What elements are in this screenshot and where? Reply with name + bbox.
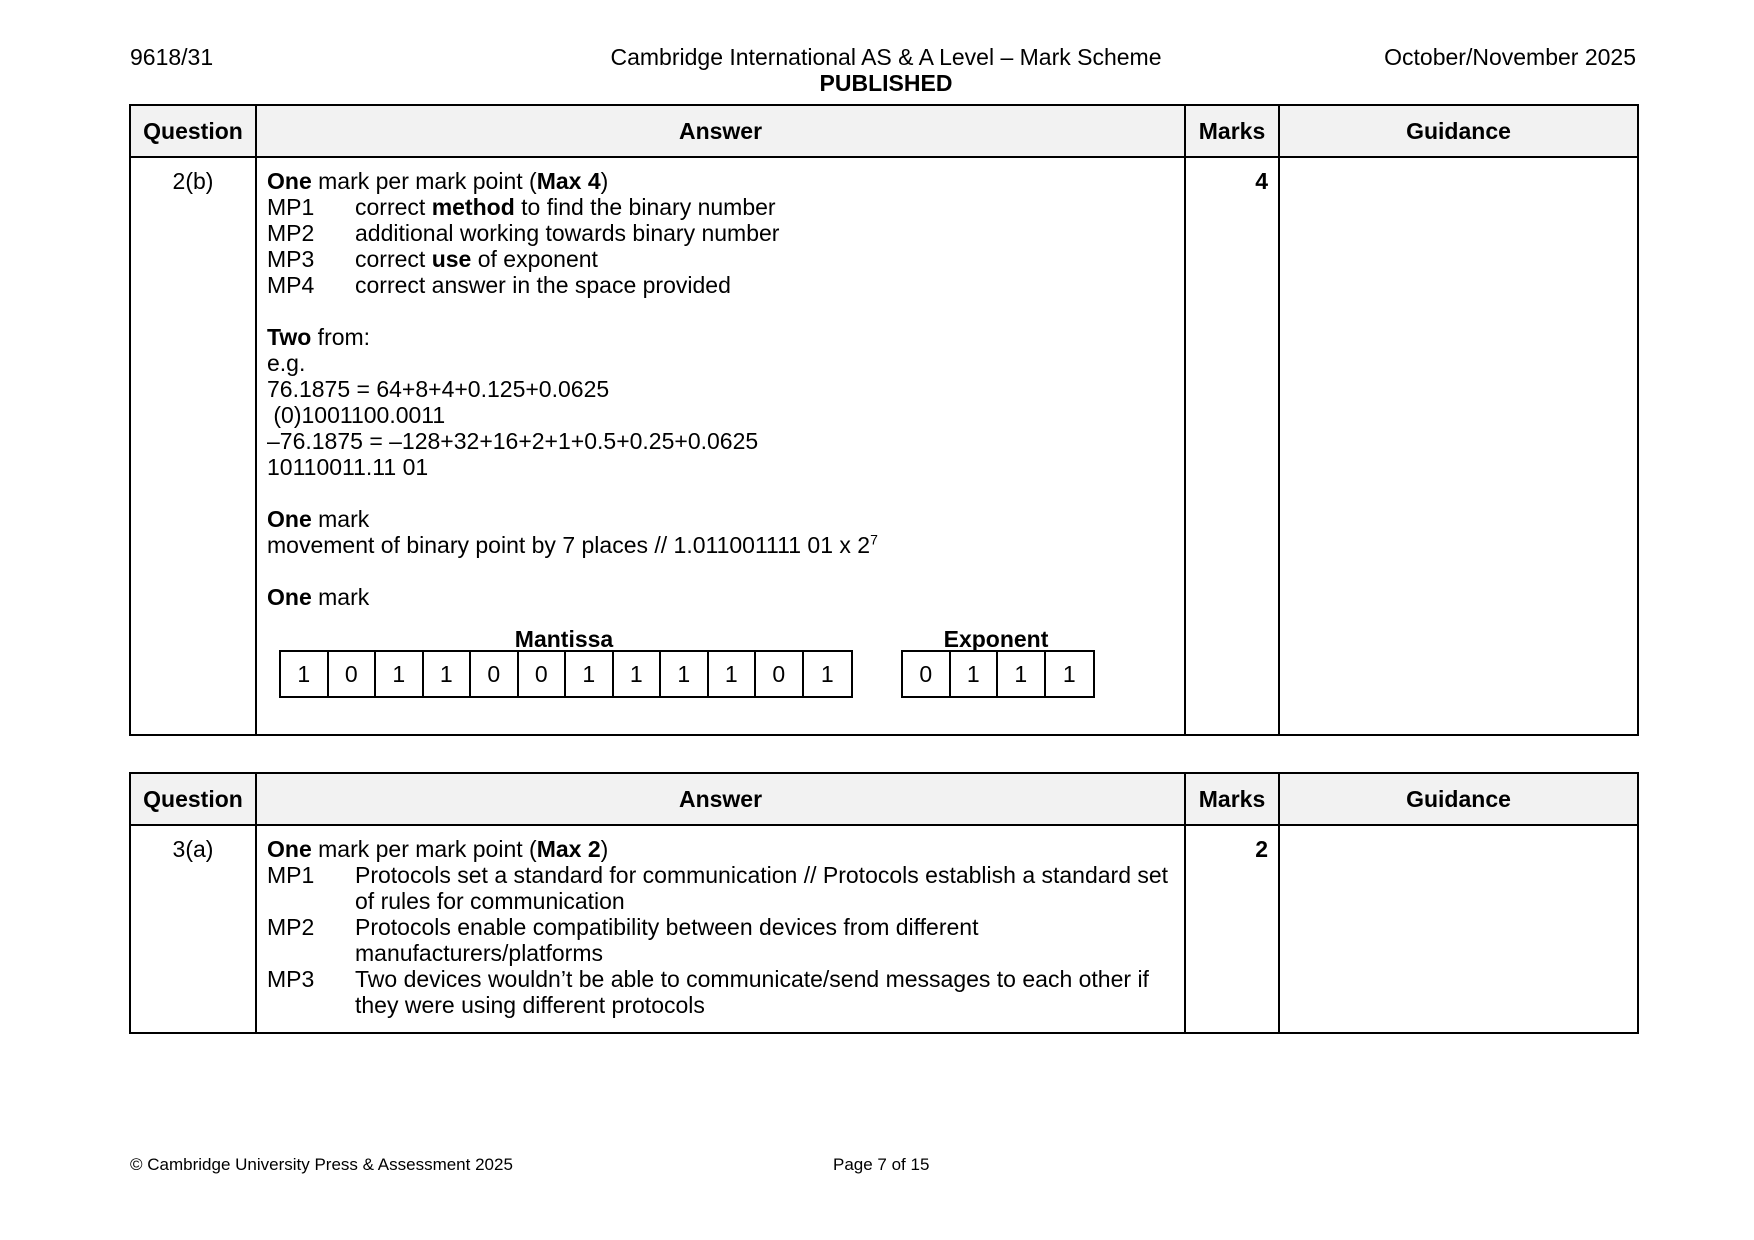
column-header-answer: Answer bbox=[256, 773, 1185, 825]
floating-point-answer bbox=[267, 626, 1174, 710]
exponent-bit: 1 bbox=[1062, 661, 1076, 687]
table-row bbox=[130, 157, 1638, 735]
paper-code: 9618/31 bbox=[130, 44, 214, 70]
mantissa-label: Mantissa bbox=[514, 626, 614, 652]
mantissa-bit: 1 bbox=[614, 652, 662, 696]
mantissa-bit: 0 bbox=[329, 652, 377, 696]
mark-point-2: MP2 additional working towards binary number bbox=[267, 220, 780, 246]
mantissa-bit: 0 bbox=[519, 652, 567, 696]
exponent-bit: 0 bbox=[903, 652, 951, 696]
mantissa-bit: 1 bbox=[566, 652, 614, 696]
table-header-row bbox=[130, 105, 1638, 157]
one-mark-label: One mark bbox=[267, 584, 370, 610]
mantissa-bit: 1 bbox=[281, 652, 329, 696]
column-header-guidance: Guidance bbox=[1279, 773, 1638, 825]
guidance-cell bbox=[1279, 157, 1638, 735]
marks-value: 2 bbox=[1185, 825, 1279, 1033]
one-mark-label: One mark bbox=[267, 506, 370, 532]
exam-session: October/November 2025 bbox=[1384, 44, 1636, 70]
column-header-marks: Marks bbox=[1185, 105, 1279, 157]
exponent-label: Exponent bbox=[943, 626, 1049, 652]
working-line: 76.1875 = 64+8+4+0.125+0.0625 bbox=[267, 376, 610, 402]
working-line: –76.1875 = –128+32+16+2+1+0.5+0.25+0.0625 bbox=[267, 428, 759, 454]
column-header-question: Question bbox=[130, 105, 256, 157]
published-label: PUBLISHED bbox=[819, 70, 953, 96]
document-title: Cambridge International AS & A Level – Mark Scheme bbox=[610, 44, 1162, 70]
mantissa-bit: 1 bbox=[376, 652, 424, 696]
column-header-question: Question bbox=[130, 773, 256, 825]
mark-point-3: MP3 correct use of exponent bbox=[267, 246, 598, 272]
mark-point-1: MP1 Protocols set a standard for communication // Protocols establish a standard set of rules for communication bbox=[267, 862, 1169, 914]
mark-point-4: MP4 correct answer in the space provided bbox=[267, 272, 731, 298]
exponent-grid bbox=[901, 650, 1095, 698]
two-from-label: Two from: bbox=[267, 324, 371, 350]
mantissa-bit: 0 bbox=[471, 652, 519, 696]
column-header-marks: Marks bbox=[1185, 773, 1279, 825]
question-number: 2(b) bbox=[130, 157, 256, 735]
working-line: e.g. bbox=[267, 350, 306, 376]
mantissa-bit: 1 bbox=[820, 661, 834, 687]
mark-scheme-table-3a bbox=[129, 772, 1639, 1034]
copyright-notice: © Cambridge University Press & Assessment 2025 bbox=[130, 1155, 513, 1174]
mark-point-intro: One mark per mark point (Max 4) bbox=[267, 168, 609, 194]
column-header-answer: Answer bbox=[256, 105, 1185, 157]
movement-text: movement of binary point by 7 places // 1.011001111 01 x $2^7$ bbox=[267, 531, 878, 558]
answer-cell bbox=[256, 157, 1185, 735]
guidance-cell bbox=[1279, 825, 1638, 1033]
exponent-bit: 1 bbox=[998, 652, 1046, 696]
marks-value: 4 bbox=[1185, 157, 1279, 735]
mark-point-intro: One mark per mark point (Max 2) bbox=[267, 836, 609, 862]
mark-point-3: MP3 Two devices wouldn’t be able to communicate/send messages to each other if they were using different protocols bbox=[267, 966, 1149, 1018]
mantissa-bit: 0 bbox=[756, 652, 804, 696]
page-number: Page 7 of 15 bbox=[833, 1155, 930, 1174]
mark-point-1: MP1 correct method to find the binary number bbox=[267, 194, 776, 220]
mantissa-grid bbox=[279, 650, 853, 698]
mark-scheme-table-2b bbox=[129, 104, 1639, 736]
exponent-bit: 1 bbox=[951, 652, 999, 696]
table-row bbox=[130, 825, 1638, 1033]
working-line: 10110011.11 01 bbox=[267, 454, 429, 480]
mantissa-bit: 1 bbox=[661, 652, 709, 696]
mantissa-bit: 1 bbox=[424, 652, 472, 696]
working-line: (0)1001100.0011 bbox=[267, 402, 446, 428]
question-number: 3(a) bbox=[130, 825, 256, 1033]
mantissa-bit: 1 bbox=[709, 652, 757, 696]
table-header-row bbox=[130, 773, 1638, 825]
column-header-guidance: Guidance bbox=[1279, 105, 1638, 157]
mark-point-2: MP2 Protocols enable compatibility between devices from different manufacturers/platforms bbox=[267, 914, 979, 966]
answer-cell bbox=[256, 825, 1185, 1033]
